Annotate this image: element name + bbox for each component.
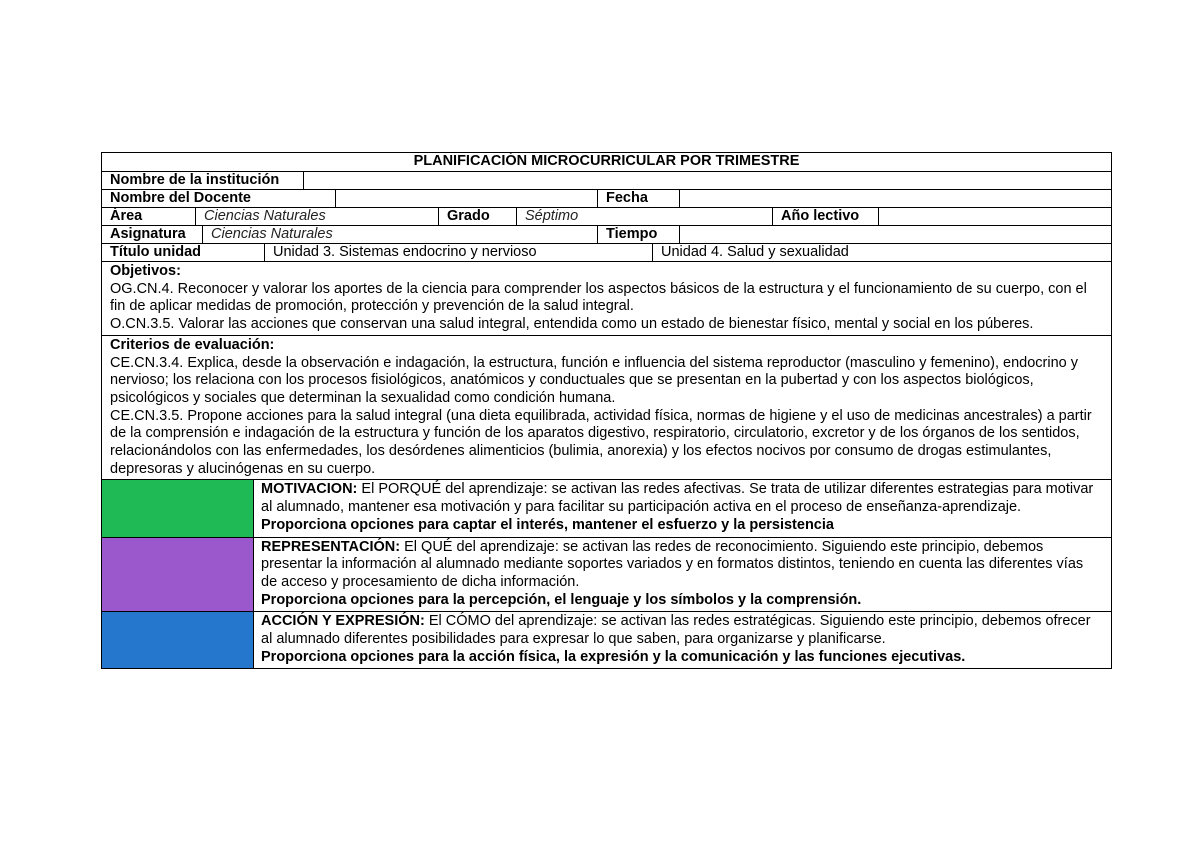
- subject-row: [101, 226, 1112, 244]
- action-label: ACCIÓN Y EXPRESIÓN:: [261, 613, 425, 630]
- objectives-block: [102, 262, 1111, 335]
- unit-3-value: Unidad 3. Sistemas endocrino y nervioso: [264, 244, 652, 261]
- table-title: PLANIFICACIÓN MICROCURRICULAR POR TRIMESTRE: [413, 153, 800, 169]
- time-label: Tiempo: [597, 226, 679, 243]
- area-row: [101, 208, 1112, 226]
- action-description: El CÓMO del aprendizaje: se activan las redes estratégicas. Siguiendo este principio, debemos ofrecer al alumnado diferentes posibilidades para expresar lo que saben, para organizarse y planificarse.: [261, 613, 1091, 648]
- title-row: [101, 152, 1112, 172]
- subject-label: Asignatura: [110, 226, 186, 242]
- principle-row-representation: [101, 538, 1112, 613]
- grade-label: Grado: [438, 208, 516, 225]
- representation-guideline: Proporciona opciones para la percepción, el lenguaje y los símbolos y la comprensión.: [261, 591, 862, 608]
- school-year-value: [878, 208, 1111, 225]
- date-value: [679, 190, 1111, 207]
- objectives-section: [101, 262, 1112, 336]
- motivation-guideline: Proporciona opciones para captar el interés, mantener el esfuerzo y la persistencia: [261, 516, 834, 533]
- representation-description: El QUÉ del aprendizaje: se activan las redes de reconocimiento. Siguiendo este principio, debemos presentar la información al alumnado mediante soportes variados y en formatos distintos, teniendo en cuenta las diferentes vías de acceso y procesamiento de dicha información.: [261, 538, 1084, 590]
- subject-value: Ciencias Naturales: [202, 226, 597, 243]
- criteria-item: CE.CN.3.5. Propone acciones para la salud integral (una dieta equilibrada, actividad física, normas de higiene y el uso de medicinas ancestrales) a partir de la comprensión e indagación de la estructura y función de los aparatos digestivo, respiratorio, circulatorio, excretor y de los órganos de los sentidos, relacionándolos con las enfermedades, los desórdenes alimenticios (bulimia, anorexia) y los efectos nocivos por consumo de drogas estimulantes, depresoras y alucinógenas en su cuerpo.: [110, 407, 1092, 477]
- objective-item: OG.CN.4. Reconocer y valorar los aportes de la ciencia para comprender los aspectos básicos de la estructura y el funcionamiento de su cuerpo, con el fin de aplicar medidas de promoción, protección y prevención de la salud integral.: [110, 280, 1087, 315]
- planning-table: [101, 152, 1112, 669]
- motivation-label: MOTIVACION:: [261, 481, 358, 498]
- action-color-swatch: [102, 612, 254, 668]
- institution-value: [303, 172, 333, 189]
- time-value: [679, 226, 1111, 243]
- criteria-block: [102, 336, 1111, 480]
- teacher-label: Nombre del Docente: [110, 190, 251, 206]
- teacher-value: [335, 190, 597, 207]
- criteria-item: CE.CN.3.4. Explica, desde la observación e indagación, la estructura, función e influencia del sistema reproductor (masculino y femenino), endocrino y nervioso; los relaciona con los procesos fisiológicos, anatómicos y conductuales que se presentan en la pubertad y con los aspectos biológicos, psicológicos y sociales que determinan la sexualidad como condición humana.: [110, 354, 1078, 406]
- representation-label: REPRESENTACIÓN:: [261, 538, 401, 555]
- institution-row: [101, 172, 1112, 190]
- objectives-heading: Objetivos:: [110, 263, 181, 279]
- motivation-description: El PORQUÉ del aprendizaje: se activan las redes afectivas. Se trata de utilizar diferentes estrategias para motivar al alumnado, mantener esa motivación y para facilitar su participación activa en el proceso de enseñanza-aprendizaje.: [261, 481, 1094, 516]
- unit-row: [101, 244, 1112, 262]
- area-value: Ciencias Naturales: [195, 208, 438, 225]
- action-text: [254, 612, 1111, 668]
- representation-color-swatch: [102, 538, 254, 612]
- representation-text: [254, 538, 1111, 612]
- unit-title-label: Título unidad: [110, 244, 202, 260]
- institution-blank: [333, 172, 1111, 189]
- unit-4-value: Unidad 4. Salud y sexualidad: [652, 244, 1111, 261]
- action-guideline: Proporciona opciones para la acción física, la expresión y la comunicación y las funciones ejecutivas.: [261, 648, 966, 665]
- criteria-heading: Criterios de evaluación:: [110, 336, 275, 353]
- date-label: Fecha: [597, 190, 679, 207]
- objective-item: O.CN.3.5. Valorar las acciones que conservan una salud integral, entendida como un estado de bienestar físico, mental y social en los púberes.: [110, 316, 1034, 333]
- area-label: Área: [110, 208, 143, 224]
- principle-row-motivation: [101, 480, 1112, 537]
- criteria-section: [101, 336, 1112, 481]
- motivation-color-swatch: [102, 480, 254, 536]
- principle-row-action: [101, 612, 1112, 669]
- institution-label: Nombre de la institución: [110, 172, 280, 188]
- grade-value: Séptimo: [516, 208, 772, 225]
- school-year-label: Año lectivo: [772, 208, 878, 225]
- teacher-row: [101, 190, 1112, 208]
- motivation-text: [254, 480, 1111, 536]
